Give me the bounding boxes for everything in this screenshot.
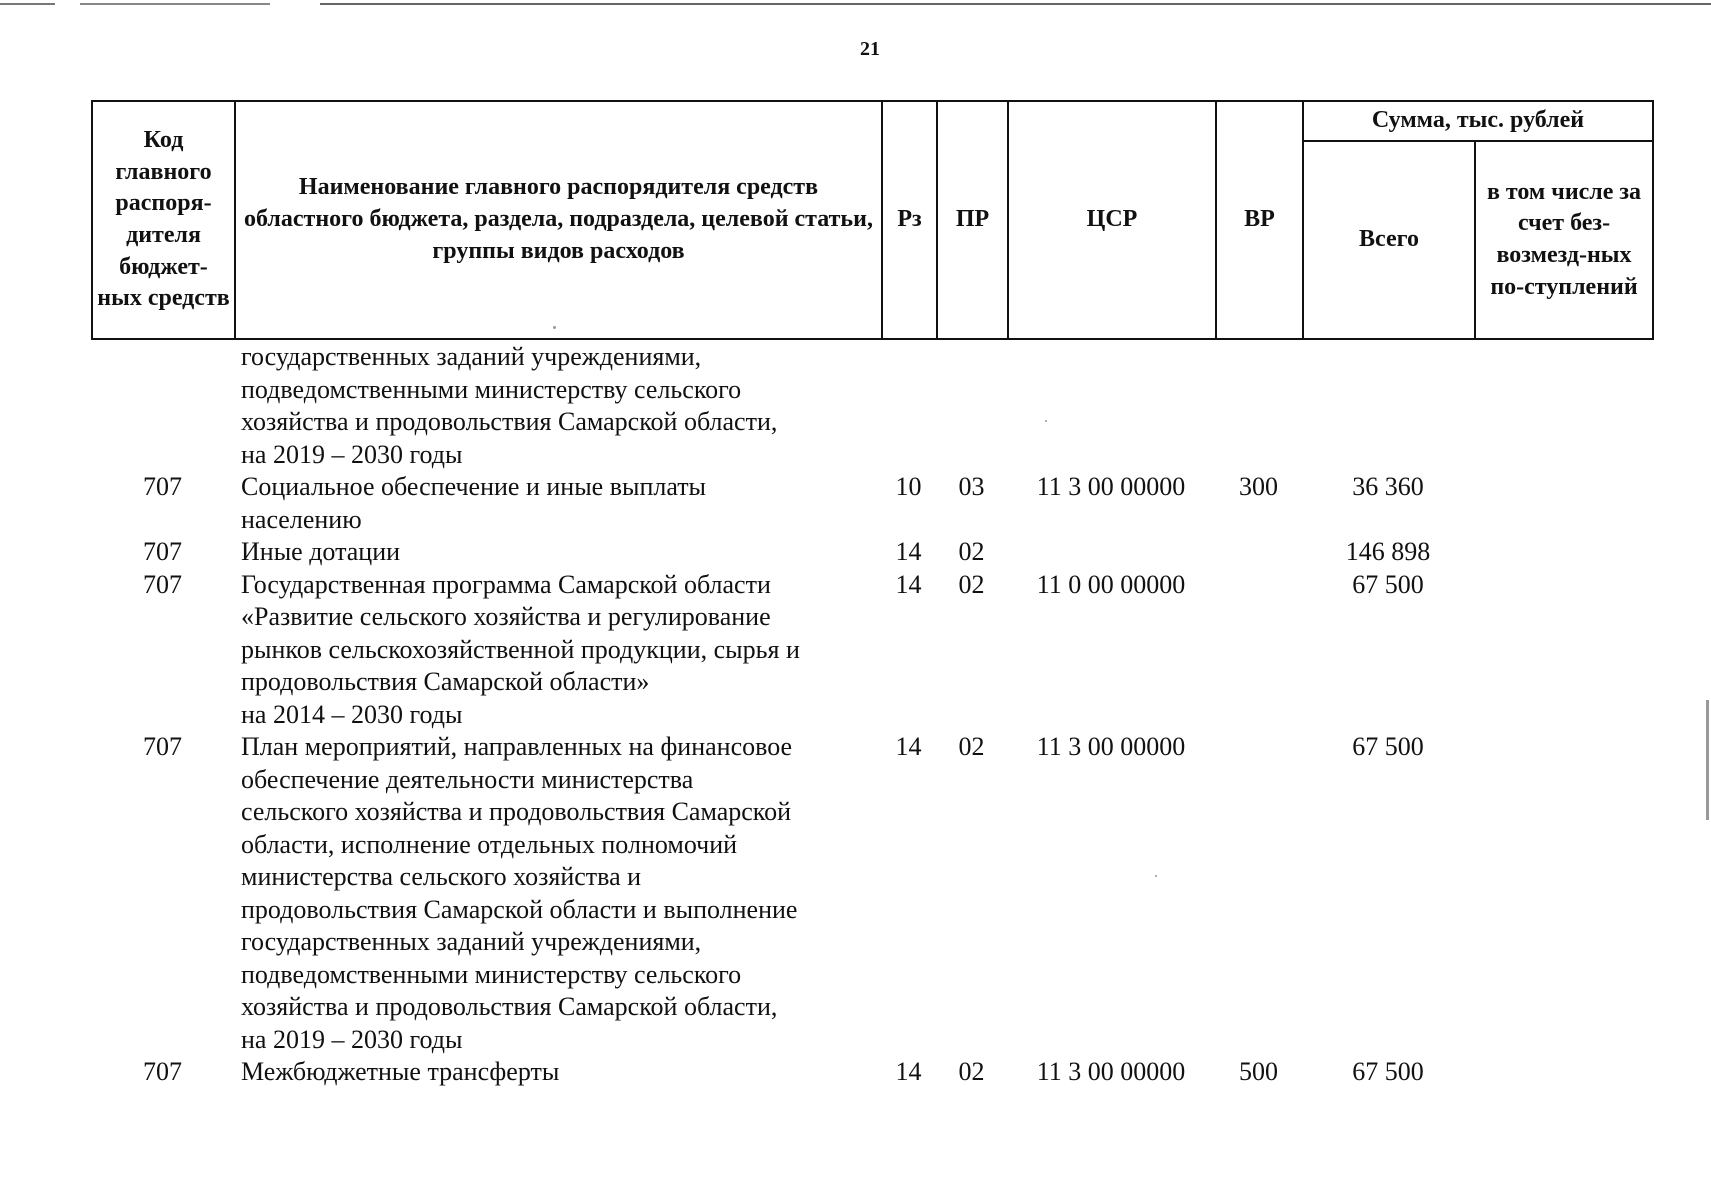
- header-code: Код главного распоря-дителя бюджет-ных средств: [92, 101, 235, 339]
- scan-edge-line: [0, 3, 1711, 5]
- header-free: в том числе за счет без-возмезд-ных по-ступлений: [1475, 141, 1653, 339]
- cell-code: 707: [143, 732, 182, 761]
- cell-total: 67 500: [1352, 569, 1424, 599]
- table-row: [91, 536, 1652, 569]
- cell-rz: 14: [895, 732, 922, 761]
- cell-rz: 14: [895, 1057, 922, 1086]
- header-sum-group: Сумма, тыс. рублей: [1303, 101, 1653, 141]
- table-row: [91, 731, 1652, 1056]
- cell-total: 67 500: [1352, 1057, 1424, 1086]
- scan-speck: [1155, 875, 1157, 877]
- header-csr: ЦСР: [1008, 101, 1216, 339]
- cell-total: 146 898: [1345, 537, 1431, 566]
- cell-rz: 14: [895, 537, 922, 566]
- table-row: [91, 569, 1652, 732]
- cell-csr: 11 3 00 00000: [1036, 1057, 1186, 1086]
- scan-speck: [1045, 420, 1047, 422]
- cell-pr: 02: [958, 569, 985, 599]
- cell-pr: 02: [958, 732, 985, 761]
- cell-csr: 11 0 00 00000: [1036, 569, 1186, 599]
- page-number: 21: [860, 38, 880, 60]
- cell-name: Иные дотации: [241, 537, 401, 566]
- header-rz: Рз: [882, 101, 937, 339]
- header-name: Наименование главного распорядителя средств областного бюджета, раздела, подраздела, целевой статьи, группы видов расходов: [235, 101, 882, 339]
- table-row: [91, 341, 1652, 471]
- cell-code: 707: [143, 472, 182, 501]
- cell-vr: 500: [1239, 1057, 1278, 1086]
- table-row: [91, 1056, 1652, 1089]
- header-total: Всего: [1303, 141, 1475, 339]
- cell-code: 707: [143, 1057, 182, 1086]
- cell-vr: 300: [1239, 472, 1278, 501]
- cell-pr: 03: [958, 472, 985, 501]
- cell-pr: 02: [958, 1057, 985, 1086]
- cell-name: Межбюджетные трансферты: [241, 1057, 560, 1086]
- cell-name: План мероприятий, направленных на финансовое обеспечение деятельности министерства сельского хозяйства и продовольствия Самарской области, исполнение отдельных полномочий министерства сельского хозяйства и продовольствия Самарской области и выполнение государственных заданий учреждениями, подведомственными министерству сельского хозяйства и продовольствия Самарской области, на 2019 – 2030 годы: [241, 732, 798, 1054]
- scan-edge-right: [1706, 0, 1709, 1200]
- cell-csr: 11 3 00 00000: [1036, 472, 1186, 501]
- header-pr: ПР: [937, 101, 1008, 339]
- cell-name: Социальное обеспечение и иные выплаты населению: [241, 472, 707, 534]
- cell-rz: 14: [895, 569, 922, 599]
- cell-total: 36 360: [1352, 472, 1424, 501]
- cell-code: 707: [143, 537, 182, 566]
- cell-csr: 11 3 00 00000: [1036, 732, 1186, 761]
- cell-name: Государственная программа Самарской области «Развитие сельского хозяйства и регулирование рынков сельскохозяйственной продукции, сырья и продовольствия Самарской области» на 2014 – 2030 годы: [241, 569, 800, 729]
- table-row: [91, 471, 1652, 536]
- table-body: [91, 341, 1652, 1089]
- table-header: [91, 100, 1654, 340]
- cell-total: 67 500: [1352, 732, 1424, 761]
- scan-speck: [553, 326, 556, 329]
- cell-code: 707: [143, 569, 182, 599]
- header-vr: ВР: [1216, 101, 1303, 339]
- cell-name: государственных заданий учреждениями, подведомственными министерству сельского хозяйства и продовольствия Самарской области, на 2019 – 2030 годы: [241, 342, 778, 469]
- cell-rz: 10: [895, 472, 922, 501]
- cell-pr: 02: [958, 537, 985, 566]
